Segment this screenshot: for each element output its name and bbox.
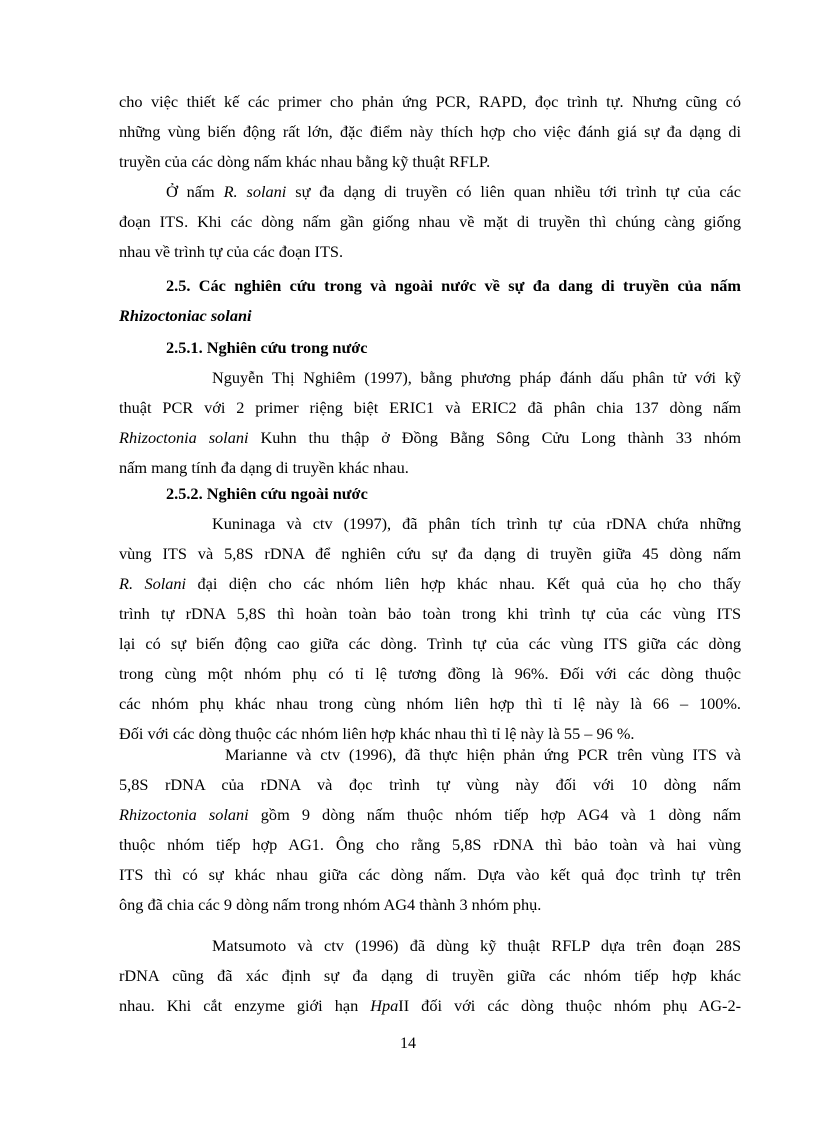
text-line: thuật PCR với 2 primer riệng biệt ERIC1 và ERIC2 đã phân chia 137 dòng nấm [119, 398, 741, 417]
species-name: Rhizoctonia solani [119, 428, 249, 447]
text-line: lại có sự biến động cao giữa các dòng. Trình tự của các vùng ITS giữa các dòng [119, 634, 741, 653]
text-line: Marianne và ctv (1996), đã thực hiện phản ứng PCR trên vùng ITS và [225, 745, 741, 764]
text-line: 5,8S rDNA của rDNA và đọc trình tự vùng này đối với 10 dòng nấm [119, 775, 741, 794]
text-line: ITS thì có sự khác nhau giữa các dòng nấm. Dựa vào kết quả đọc trình tự trên [119, 865, 741, 884]
subsection-heading: 2.5.1. Nghiên cứu trong nước [166, 338, 368, 357]
text-line: Matsumoto và ctv (1996) đã dùng kỹ thuật RFLP dựa trên đoạn 28S [212, 936, 741, 955]
text-line: R. Solani đại diện cho các nhóm liên hợp khác nhau. Kết quả của họ cho thấy [119, 574, 741, 593]
paragraph-matsumoto [119, 931, 741, 1021]
text-line: cho việc thiết kế các primer cho phản ứng PCR, RAPD, đọc trình tự. Nhưng cũng có [119, 92, 741, 111]
text-line: nhau về trình tự của các đoạn ITS. [119, 242, 344, 261]
subsection-heading: 2.5.2. Nghiên cứu ngoài nước [166, 484, 368, 503]
species-name: R. solani [223, 182, 287, 201]
text-line: Ở nấm R. solani sự đa dạng di truyền có liên quan nhiều tới trình tự của các [166, 182, 741, 201]
section-heading-2-5 [119, 271, 741, 331]
enzyme-name: Hpa [370, 996, 399, 1015]
text-line: Đối với các dòng thuộc các nhóm liên hợp khác nhau thì tỉ lệ này là 55 – 96 %. [119, 724, 635, 743]
text-line: truyền của các dòng nấm khác nhau bằng kỹ thuật RFLP. [119, 152, 491, 171]
paragraph-r-solani [119, 177, 741, 267]
text-line: Rhizoctonia solani gồm 9 dòng nấm thuộc nhóm tiếp hợp AG4 và 1 dòng nấm [119, 805, 742, 824]
text-line: ông đã chia các 9 dòng nấm trong nhóm AG4 thành 3 nhóm phụ. [119, 895, 542, 914]
species-name: R. Solani [119, 574, 187, 593]
text-line: Rhizoctonia solani Kuhn thu thập ở Đồng Bằng Sông Cửu Long thành 33 nhóm [119, 428, 741, 447]
heading-line: 2.5. Các nghiên cứu trong và ngoài nước về sự đa dang di truyền của nấm [166, 276, 741, 295]
paragraph-marianne [119, 740, 741, 920]
text-line: thuộc nhóm tiếp hợp AG1. Ông cho rằng 5,8S rDNA thì bảo toàn và hai vùng [119, 835, 741, 854]
text-line: rDNA cũng đã xác định sự đa dạng di truyền giữa các nhóm tiếp hợp khác [119, 966, 741, 985]
text-line: đoạn ITS. Khi các dòng nấm gần giống nhau về mặt di truyền thì chúng càng giống [119, 212, 741, 231]
heading-line: Rhizoctoniac solani [119, 306, 252, 325]
text-line: Nguyễn Thị Nghiêm (1997), bằng phương pháp đánh dấu phân tử với kỹ [212, 368, 741, 387]
section-2-5-2 [119, 479, 741, 749]
text-line: vùng ITS và 5,8S rDNA để nghiên cứu sự đa dạng di truyền giữa 45 dòng nấm [119, 544, 741, 563]
text-line: nhau. Khi cắt enzyme giới hạn HpaII đối với các dòng thuộc nhóm phụ AG-2- [119, 996, 742, 1015]
species-name: Rhizoctonia solani [119, 805, 249, 824]
text-line: các nhóm phụ khác nhau trong cùng nhóm liên hợp thì tỉ lệ này là 66 – 100%. [119, 694, 741, 713]
text-line: trong cùng một nhóm phụ có tỉ lệ tương đồng là 96%. Đối với các dòng thuộc [119, 664, 741, 683]
text-line: những vùng biến động rất lớn, đặc điểm này thích hợp cho việc đánh giá sự đa dạng di [119, 122, 741, 141]
section-2-5-1 [119, 333, 741, 483]
text-line: trình tự rDNA 5,8S thì hoàn toàn bảo toàn trong khi trình tự của các vùng ITS [119, 604, 741, 623]
text-line: nấm mang tính đa dạng di truyền khác nhau. [119, 458, 409, 477]
text-line: Kuninaga và ctv (1997), đã phân tích trình tự của rDNA chứa những [212, 514, 741, 533]
paragraph-its-regions [119, 87, 741, 177]
page-number: 14 [400, 1035, 416, 1052]
